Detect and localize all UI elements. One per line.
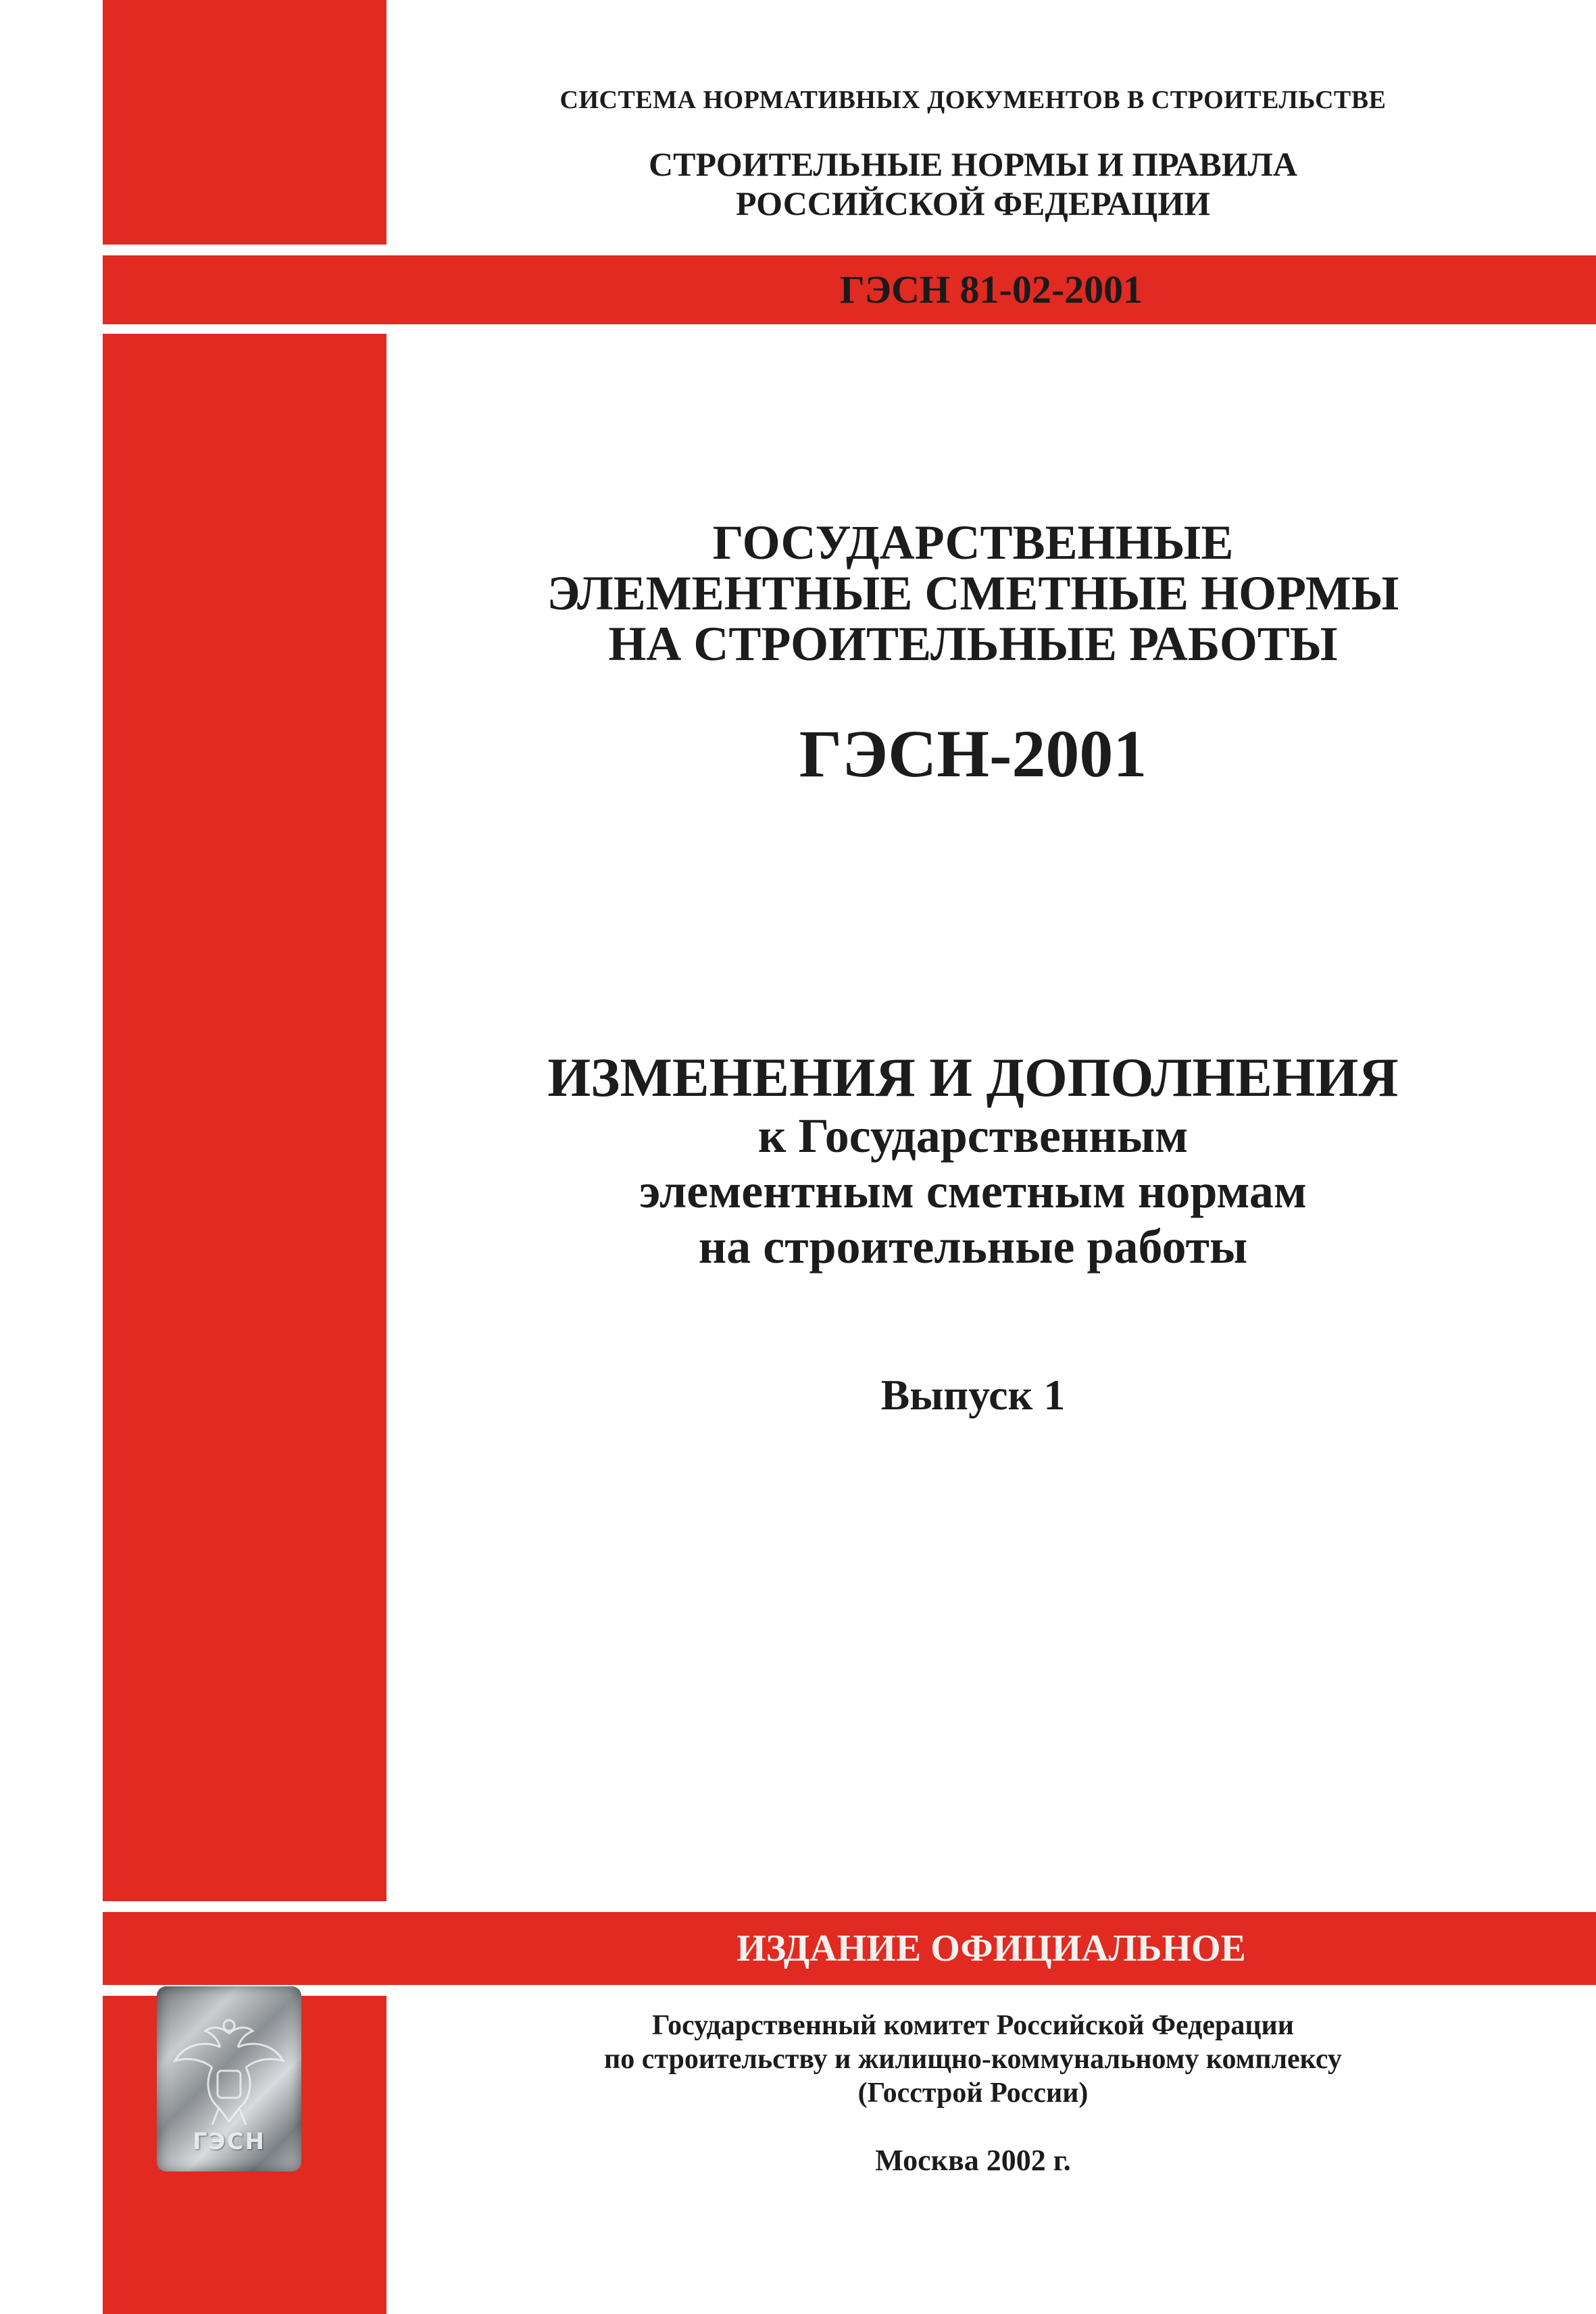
main-title-line1: ГОСУДАРСТВЕННЫЕ <box>712 515 1234 570</box>
publisher-line3: (Госстрой России) <box>857 2078 1089 2109</box>
main-title-short: ГЭСН-2001 <box>799 716 1147 791</box>
official-edition-label: ИЗДАНИЕ ОФИЦИАЛЬНОЕ <box>737 1928 1246 1969</box>
document-code: ГЭСН 81-02-2001 <box>839 268 1143 311</box>
hologram-mark-text: ГЭСН <box>192 2128 266 2155</box>
red-vertical-stripe-middle <box>103 334 386 1901</box>
system-title: СИСТЕМА НОРМАТИВНЫХ ДОКУМЕНТОВ В СТРОИТЕЛЬСТВЕ <box>559 86 1387 114</box>
issue-number: Выпуск 1 <box>880 1371 1066 1419</box>
main-title-line2: ЭЛЕМЕНТНЫЕ СМЕТНЫЕ НОРМЫ <box>547 566 1399 620</box>
snip-title-line1: СТРОИТЕЛЬНЫЕ НОРМЫ И ПРАВИЛА <box>649 145 1297 183</box>
snip-title-line2: РОССИЙСКОЙ ФЕДЕРАЦИИ <box>735 184 1211 222</box>
changes-subtitle-line1: к Государственным <box>757 1109 1189 1163</box>
hologram-sticker <box>157 1986 301 2171</box>
publisher-line2: по строительству и жилищно-коммунальному комплексу <box>604 2044 1342 2075</box>
eagle-emblem-icon <box>165 2007 293 2142</box>
publisher-line1: Государственный комитет Российской Федерации <box>652 2010 1294 2041</box>
changes-subtitle-line3: на строительные работы <box>698 1219 1248 1274</box>
main-title-line3: НА СТРОИТЕЛЬНЫЕ РАБОТЫ <box>608 617 1338 671</box>
city-and-year: Москва 2002 г. <box>875 2144 1071 2177</box>
changes-subtitle-line2: элементным сметным нормам <box>639 1164 1307 1218</box>
changes-heading: ИЗМЕНЕНИЯ И ДОПОЛНЕНИЯ <box>547 1047 1399 1108</box>
red-vertical-stripe-top <box>103 0 386 245</box>
